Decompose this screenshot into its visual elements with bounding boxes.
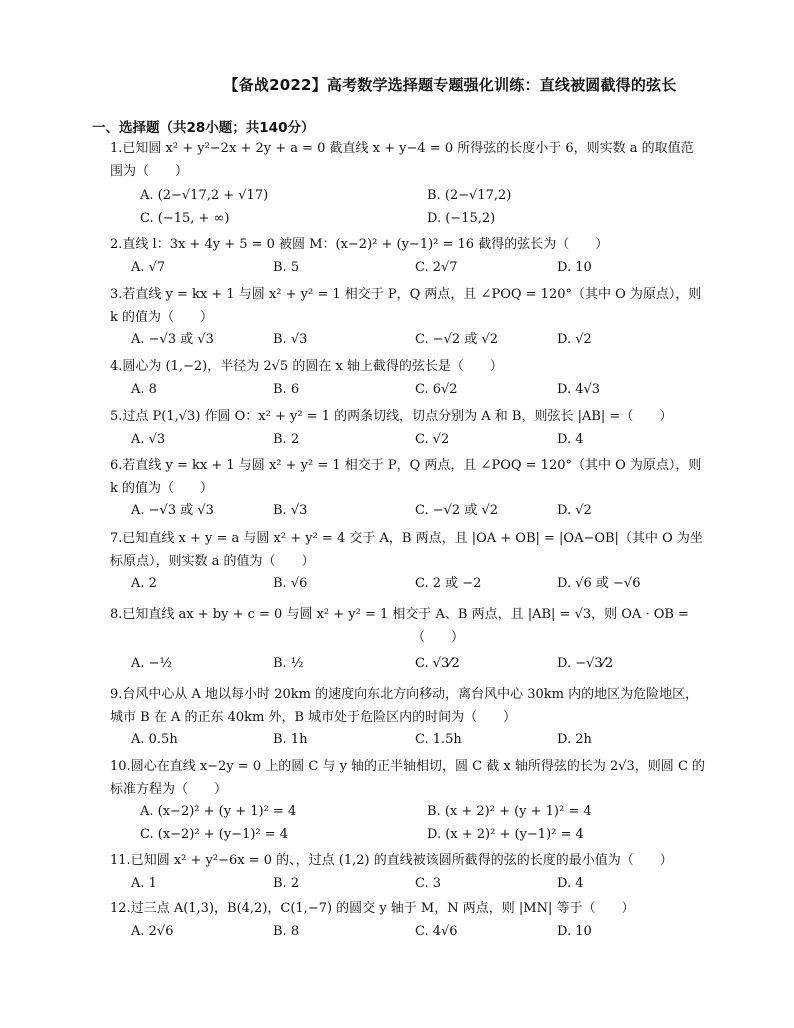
option-b: B. 2: [273, 875, 300, 891]
question-10: [110, 756, 706, 846]
option-b: B. √6: [273, 576, 308, 591]
question-12: [110, 898, 706, 943]
option-c: C. 4√6: [415, 923, 458, 939]
option-a: A. √3: [131, 431, 166, 447]
question-stem: 台风中心从 A 地以每小时 20km 的速度向东北方向移动，离台风中心 30km 内的地区为危险地区，城市 B 在 A 的正东 40km 外，B 城市处于危险区内的时间为（ ）: [110, 687, 699, 725]
option-d: D. 2h: [557, 732, 592, 747]
question-stem: 过三点 A(1,3)，B(4,2)，C(1,−7) 的圆交 y 轴于 M，N 两点，则 |MN| 等于（ ）: [130, 901, 635, 916]
option-c: C. −√2 或 √2: [415, 503, 499, 518]
question-number: 4.: [110, 359, 123, 374]
question-9: [110, 684, 706, 752]
option-d: D. −√3⁄2: [557, 656, 614, 671]
option-c: C. 1.5h: [415, 732, 462, 747]
option-a: A. 1: [131, 875, 157, 891]
option-a: A. (2−√17,2 + √17): [140, 188, 269, 203]
option-d: D. 10: [557, 923, 592, 939]
option-d: D. 4√3: [557, 381, 601, 397]
option-b: B. 2: [273, 431, 300, 447]
question-stem: 若直线 y = kx + 1 与圆 x² + y² = 1 相交于 P，Q 两点，且 ∠POQ = 120°（其中 O 为原点），则 k 的值为（ ）: [110, 458, 702, 496]
question-number: 6.: [110, 458, 123, 473]
question-stem: 直线 l：3x + 4y + 5 = 0 被圆 M：(x−2)² + (y−1)² = 16 截得的弦长为（ ）: [122, 237, 609, 252]
option-b: B. ½: [273, 656, 304, 671]
option-c: C. 2 或 −2: [415, 576, 482, 591]
question-number: 10.: [110, 759, 131, 774]
option-c: C. √3⁄2: [415, 656, 460, 671]
answer-paren: （ ）: [411, 629, 464, 645]
question-stem: 已知圆 x² + y²−2x + 2y + a = 0 截直线 x + y−4 = 0 所得弦的长度小于 6，则实数 a 的取值范围为（ ）: [110, 141, 694, 179]
question-stem: 已知圆 x² + y²−6x = 0 的、，过点 (1,2) 的直线被该圆所截得的弦的长度的最小值为（ ）: [130, 853, 673, 868]
question-number: 3.: [110, 287, 123, 302]
option-c: C. 2√7: [415, 259, 458, 275]
question-stem: 已知直线 x + y = a 与圆 x² + y² = 4 交于 A，B 两点，且 |OA + OB| = |OA−OB|（其中 O 为坐标原点），则实数 a 的值为（ ）: [110, 531, 703, 569]
option-b: B. √3: [273, 332, 308, 347]
question-stem: 圆心为 (1,−2)，半径为 2√5 的圆在 x 轴上截得的弦长是（ ）: [122, 359, 503, 374]
question-stem: 过点 P(1,√3) 作圆 O：x² + y² = 1 的两条切线，切点分别为 A 和 B，则弦长 |AB| =（ ）: [122, 409, 673, 424]
question-number: 5.: [110, 409, 123, 424]
option-d: D. 10: [557, 259, 592, 275]
question-6: [110, 455, 706, 523]
option-d: D. √2: [557, 503, 592, 518]
question-number: 12.: [110, 901, 131, 916]
option-c: C. −√2 或 √2: [415, 332, 499, 347]
option-b: B. 8: [273, 923, 300, 939]
option-b: B. (x + 2)² + (y + 1)² = 4: [427, 804, 592, 819]
option-c: C. √2: [415, 431, 450, 447]
option-a: A. (x−2)² + (y + 1)² = 4: [140, 804, 297, 819]
question-number: 11.: [110, 853, 131, 868]
option-d: D. 4: [557, 875, 584, 891]
option-d: D. √6 或 −√6: [557, 576, 641, 591]
question-1: [110, 138, 706, 230]
question-stem: 已知直线 ax + by + c = 0 与圆 x² + y² = 1 相交于 A、B 两点，且 |AB| = √3，则 OA · OB =: [122, 607, 689, 622]
question-number: 9.: [110, 687, 123, 702]
option-a: A. √7: [131, 259, 166, 275]
option-a: A. −½: [131, 656, 173, 671]
option-c: C. 3: [415, 875, 442, 891]
option-a: A. 2: [131, 576, 157, 591]
question-8: [110, 604, 706, 676]
section-heading: 一、选择题（共28小题；共140分）: [92, 120, 315, 136]
option-c: C. (x−2)² + (y−1)² = 4: [140, 826, 289, 842]
question-11: [110, 850, 706, 895]
option-a: A. 2√6: [131, 923, 174, 939]
option-a: A. −√3 或 √3: [131, 332, 214, 347]
question-4: [110, 356, 706, 401]
option-b: B. 5: [273, 259, 300, 275]
question-2: [110, 234, 706, 279]
page-title: 【备战2022】高考数学选择题专题强化训练：直线被圆截得的弦长: [223, 76, 677, 94]
option-d: D. 4: [557, 431, 584, 447]
option-c: C. (−15, + ∞): [140, 210, 230, 226]
question-stem: 若直线 y = kx + 1 与圆 x² + y² = 1 相交于 P，Q 两点，且 ∠POQ = 120°（其中 O 为原点），则 k 的值为（ ）: [110, 287, 702, 325]
question-number: 7.: [110, 531, 123, 546]
question-7: [110, 528, 706, 596]
option-b: B. 1h: [273, 732, 308, 747]
option-d: D. (x + 2)² + (y−1)² = 4: [427, 826, 584, 842]
option-a: A. 8: [131, 381, 157, 397]
option-b: B. √3: [273, 503, 308, 518]
question-stem: 圆心在直线 x−2y = 0 上的圆 C 与 y 轴的正半轴相切，圆 C 截 x 轴所得弦的长为 2√3，则圆 C 的标准方程为（ ）: [110, 759, 706, 797]
question-number: 2.: [110, 237, 123, 252]
option-a: A. 0.5h: [131, 732, 178, 747]
option-a: A. −√3 或 √3: [131, 503, 214, 518]
option-d: D. √2: [557, 332, 592, 347]
option-b: B. 6: [273, 381, 300, 397]
option-b: B. (2−√17,2): [427, 188, 512, 203]
question-3: [110, 284, 706, 352]
question-number: 1.: [110, 141, 123, 156]
option-c: C. 6√2: [415, 381, 458, 397]
question-5: [110, 406, 706, 451]
option-d: D. (−15,2): [427, 210, 496, 226]
question-number: 8.: [110, 607, 123, 622]
